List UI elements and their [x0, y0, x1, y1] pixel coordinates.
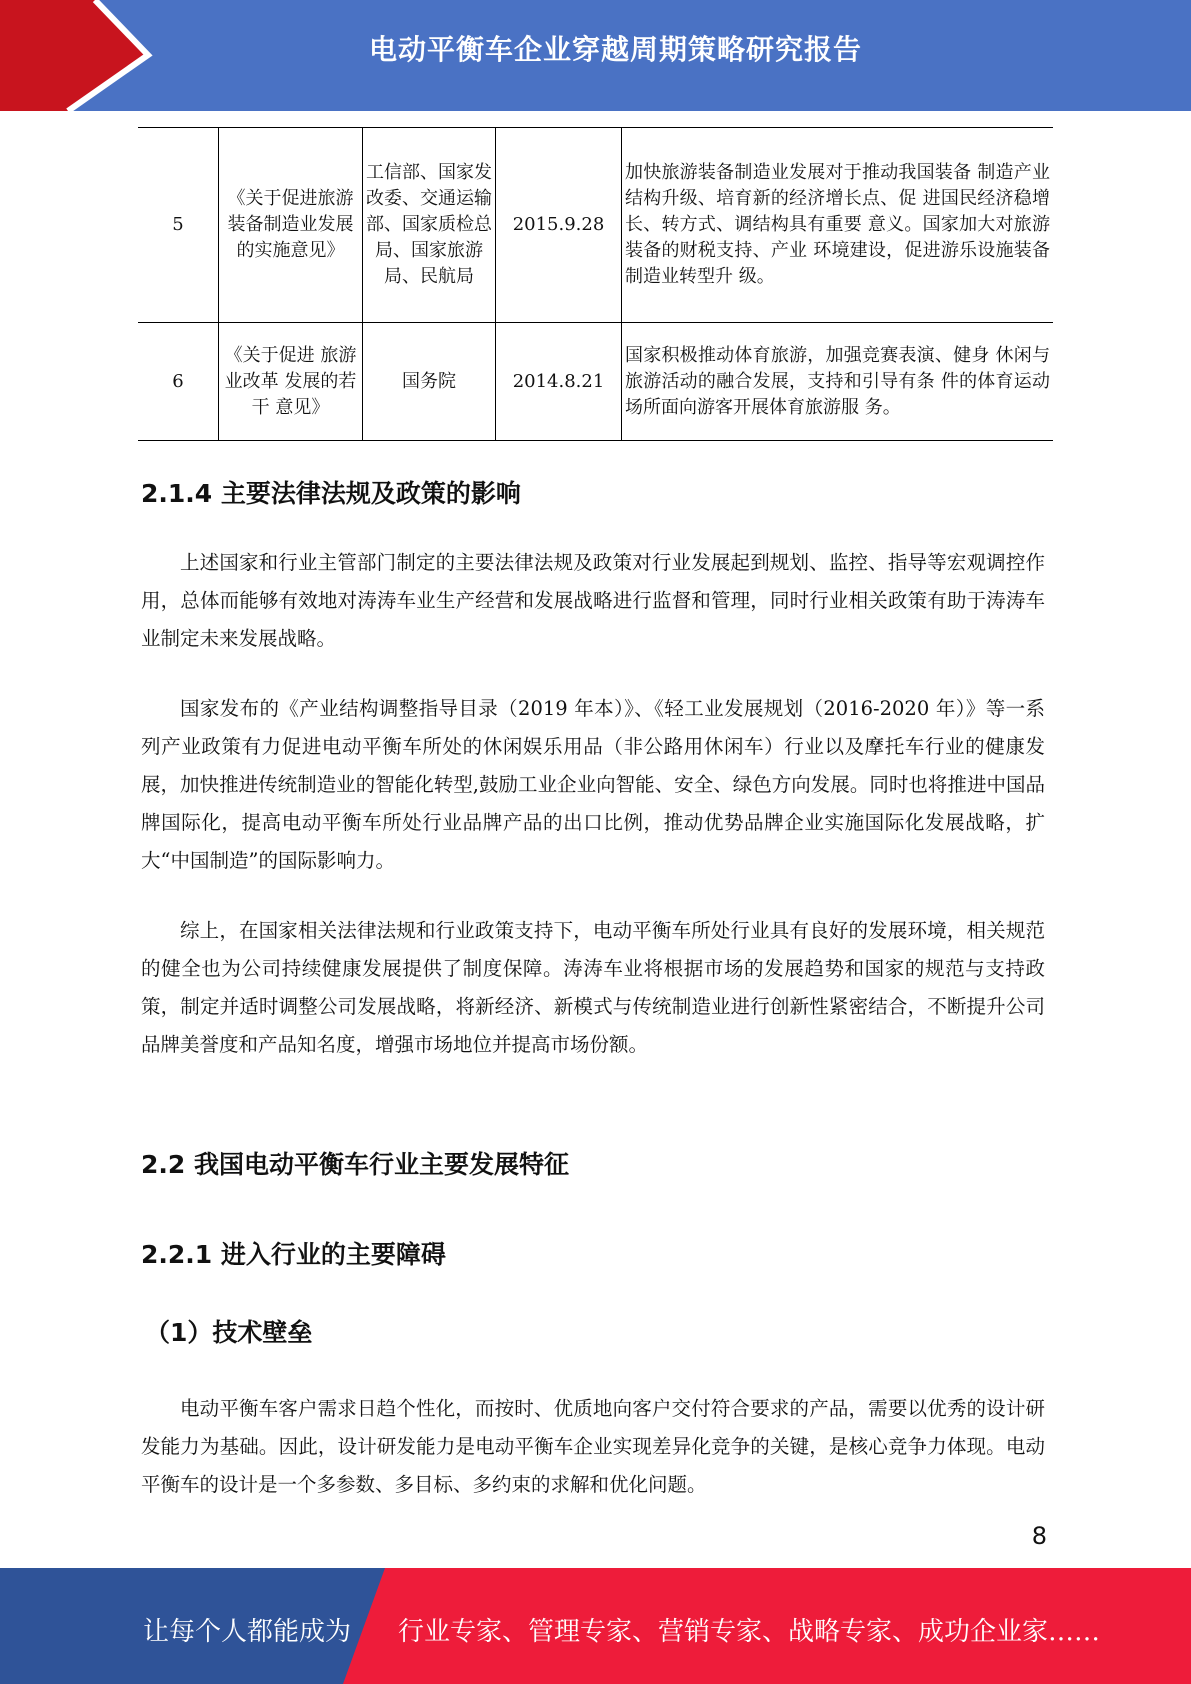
policy-table: [138, 127, 1053, 441]
paragraph: 综上，在国家相关法律法规和行业政策支持下，电动平衡车所处行业具有良好的发展环境，相关规范的健全也为公司持续健康发展提供了制度保障。涛涛车业将根据市场的发展趋势和国家的规范与支持政策，制定并适时调整公司发展战略，将新经济、新模式与传统制造业进行创新性紧密结合，不断提升公司品牌美誉度和产品知名度，增强市场地位并提高市场份额。: [141, 919, 1045, 1056]
section-heading-2-2: 2.2 我国电动平衡车行业主要发展特征: [141, 1150, 569, 1179]
table-row: [138, 323, 1053, 441]
issue-date: 2015.9.28: [496, 128, 622, 323]
sub-heading-tech-barrier: （1）技术壁垒: [145, 1318, 313, 1347]
issue-date: 2014.8.21: [496, 323, 622, 441]
issuing-department: 工信部、国家发改委、交通运输部、国家质检总局、国家旅游局、民航局: [363, 128, 496, 323]
page-header: [0, 0, 1191, 111]
paragraph: 电动平衡车客户需求日趋个性化，而按时、优质地向客户交付符合要求的产品，需要以优秀的设计研发能力为基础。因此，设计研发能力是电动平衡车企业实现差异化竞争的关键，是核心竞争力体现。电动平衡车的设计是一个多参数、多目标、多约束的求解和优化问题。: [141, 1397, 1045, 1496]
row-number: 5: [138, 128, 219, 323]
row-number: 6: [138, 323, 219, 441]
paragraph: 国家发布的《产业结构调整指导目录（2019 年本）》、《轻工业发展规划（2016-2020 年）》等一系列产业政策有力促进电动平衡车所处的休闲娱乐用品（非公路用休闲车）行业以及摩托车行业的健康发展，加快推进传统制造业的智能化转型,鼓励工业企业向智能、安全、绿色方向发展。同时也将推进中国品牌国际化，提高电动平衡车所处行业品牌产品的出口比例，推动优势品牌企业实施国际化发展战略，扩大“中国制造”的国际影响力。: [141, 697, 1045, 872]
section-heading-2-2-1: 2.2.1 进入行业的主要障碍: [141, 1240, 446, 1269]
page-footer: [0, 1568, 1191, 1684]
page-number: 8: [1031, 1522, 1047, 1550]
report-title: 电动平衡车企业穿越周期策略研究报告: [368, 33, 862, 66]
policy-name: 《关于促进 旅游业改革 发展的若干 意见》: [219, 323, 363, 441]
issuing-department: 国务院: [363, 323, 496, 441]
table-row: [138, 128, 1053, 323]
policy-description: 国家积极推动体育旅游，加强竞赛表演、健身 休闲与旅游活动的融合发展，支持和引导有条 件的体育运动场所面向游客开展体育旅游服 务。: [622, 323, 1054, 441]
footer-slogan-right: 行业专家、管理专家、营销专家、战略专家、成功企业家……: [398, 1617, 1101, 1647]
footer-slogan-left: 让每个人都能成为: [143, 1617, 352, 1647]
paragraph: 上述国家和行业主管部门制定的主要法律法规及政策对行业发展起到规划、监控、指导等宏观调控作用，总体而能够有效地对涛涛车业生产经营和发展战略进行监督和管理，同时行业相关政策有助于涛涛车业制定未来发展战略。: [141, 551, 1045, 650]
section-heading-2-1-4: 2.1.4 主要法律法规及政策的影响: [141, 479, 521, 508]
policy-description: 加快旅游装备制造业发展对于推动我国装备 制造产业结构升级、培育新的经济增长点、促 进国民经济稳增长、转方式、调结构具有重要 意义。国家加大对旅游装备的财税支持、产业 环境建设，促进游乐设施装备制造业转型升 级。: [622, 128, 1054, 323]
policy-name: 《关于促进旅游装备制造业发展的实施意见》: [219, 128, 363, 323]
